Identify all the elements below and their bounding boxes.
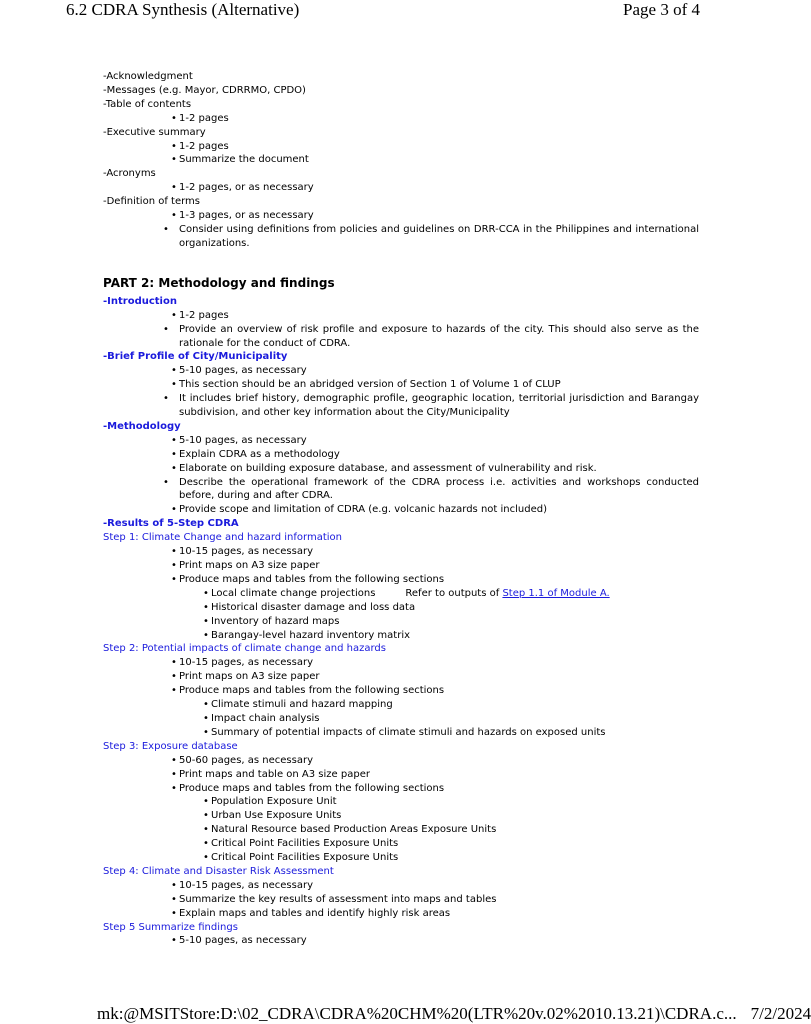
list-item: -Definition of terms bbox=[103, 196, 200, 208]
bullet-icon: • bbox=[171, 154, 177, 166]
bullet-icon: • bbox=[203, 587, 209, 599]
sub-bullet-item: • Inventory of hazard maps bbox=[203, 615, 340, 627]
bullet-icon: • bbox=[203, 615, 209, 627]
list-item: -Acknowledgment bbox=[103, 71, 193, 82]
bullet-item: • 1-2 pages bbox=[171, 112, 229, 124]
step-5-section bbox=[103, 921, 703, 949]
bullet-icon: • bbox=[203, 726, 209, 738]
front-matter-section bbox=[103, 70, 703, 251]
bullet-icon: • bbox=[203, 629, 209, 641]
bullet-item: • Summarize the document bbox=[171, 154, 309, 166]
sub-bullet-item: • Summary of potential impacts of climate stimuli and hazards on exposed units bbox=[203, 726, 606, 738]
bullet-icon: • bbox=[163, 476, 169, 488]
bullet-item: • Produce maps and tables from the following sections bbox=[171, 573, 445, 585]
profile-section bbox=[103, 350, 703, 420]
sub-bullet-item: • Local climate change projections Refer to outputs of Step 1.1 of Module A. bbox=[203, 587, 610, 599]
step-2-section bbox=[103, 642, 703, 739]
bullet-icon: • bbox=[171, 907, 177, 919]
bullet-icon: • bbox=[171, 782, 177, 794]
bullet-icon: • bbox=[171, 210, 177, 222]
bullet-item: • Explain maps and tables and identify highly risk areas bbox=[171, 907, 451, 919]
document-body bbox=[103, 70, 703, 948]
section-heading: -Introduction bbox=[103, 295, 177, 307]
bullet-item: • 1-2 pages bbox=[171, 140, 229, 152]
bullet-icon: • bbox=[171, 379, 177, 391]
bullet-icon: • bbox=[203, 824, 209, 836]
bullet-icon: • bbox=[171, 657, 177, 669]
bullet-item: • Print maps and table on A3 size paper bbox=[171, 768, 370, 780]
bullet-icon: • bbox=[171, 504, 177, 516]
bullet-icon: • bbox=[163, 393, 169, 405]
bullet-item: • Consider using definitions from policies and guidelines on DRR-CCA in the Philippines and international organizations. bbox=[163, 223, 699, 249]
step-heading: Step 1: Climate Change and hazard information bbox=[103, 532, 342, 544]
sub-bullet-item: • Population Exposure Unit bbox=[203, 796, 337, 808]
bullet-icon: • bbox=[171, 112, 177, 124]
step-1-1-module-a-link[interactable]: Step 1.1 of Module A. bbox=[502, 587, 610, 599]
bullet-icon: • bbox=[171, 309, 177, 321]
sub-bullet-item: • Barangay-level hazard inventory matrix bbox=[203, 629, 411, 641]
bullet-item: • 1-2 pages, or as necessary bbox=[171, 182, 314, 194]
step-3-section bbox=[103, 740, 703, 865]
bullet-icon: • bbox=[203, 852, 209, 864]
bullet-item: • It includes brief history, demographic profile, geographic location, territorial jurisdiction and Barangay subdivision, and other key information about the City/Municipality bbox=[163, 393, 699, 419]
bullet-item: • Explain CDRA as a methodology bbox=[171, 448, 340, 460]
bullet-item: • 10-15 pages, as necessary bbox=[171, 879, 314, 891]
bullet-icon: • bbox=[171, 935, 177, 947]
bullet-item: • 1-2 pages bbox=[171, 309, 229, 321]
bullet-icon: • bbox=[171, 182, 177, 194]
bullet-icon: • bbox=[171, 462, 177, 474]
bullet-icon: • bbox=[171, 685, 177, 697]
page-number: Page 3 of 4 bbox=[623, 0, 700, 19]
sub-bullet-item: • Historical disaster damage and loss data bbox=[203, 601, 416, 613]
page-header bbox=[0, 0, 768, 24]
sub-bullet-item: • Critical Point Facilities Exposure Units bbox=[203, 852, 399, 864]
bullet-item: • Elaborate on building exposure database, and assessment of vulnerability and risk. bbox=[171, 462, 597, 474]
bullet-item: • Provide an overview of risk profile and exposure to hazards of the city. This should also serve as the rationale for the conduct of CDRA. bbox=[163, 323, 699, 349]
bullet-item: • 5-10 pages, as necessary bbox=[171, 434, 307, 446]
refer-text: Refer to outputs of bbox=[405, 587, 500, 599]
bullet-icon: • bbox=[203, 810, 209, 822]
sub-bullet-item: • Climate stimuli and hazard mapping bbox=[203, 699, 393, 711]
bullet-icon: • bbox=[171, 365, 177, 377]
bullet-icon: • bbox=[163, 323, 169, 335]
section-heading: -Brief Profile of City/Municipality bbox=[103, 351, 288, 363]
bullet-item: • 1-3 pages, or as necessary bbox=[171, 210, 314, 222]
bullet-item: • 50-60 pages, as necessary bbox=[171, 754, 314, 766]
bullet-icon: • bbox=[171, 140, 177, 152]
bullet-icon: • bbox=[171, 434, 177, 446]
bullet-icon: • bbox=[171, 448, 177, 460]
bullet-item: • Provide scope and limitation of CDRA (e.g. volcanic hazards not included) bbox=[171, 504, 547, 516]
list-item: -Messages (e.g. Mayor, CDRRMO, CPDO) bbox=[103, 84, 306, 96]
methodology-section bbox=[103, 420, 703, 517]
bullet-icon: • bbox=[171, 893, 177, 905]
step-heading: Step 4: Climate and Disaster Risk Assessment bbox=[103, 865, 334, 877]
part-2-heading: PART 2: Methodology and findings bbox=[103, 275, 335, 290]
bullet-item: • Print maps on A3 size paper bbox=[171, 560, 320, 571]
bullet-icon: • bbox=[171, 573, 177, 585]
list-item: -Table of contents bbox=[103, 98, 192, 110]
bullet-icon: • bbox=[203, 712, 209, 724]
bullet-icon: • bbox=[171, 879, 177, 891]
source-path: mk:@MSITStore:D:\02_CDRA\CDRA%20CHM%20(LTR%20v.02%2010.13.21)\CDRA.c... bbox=[97, 1004, 737, 1023]
bullet-icon: • bbox=[203, 796, 209, 808]
bullet-item: • Produce maps and tables from the following sections bbox=[171, 685, 445, 697]
bullet-item: • 10-15 pages, as necessary bbox=[171, 546, 314, 558]
bullet-item: • 5-10 pages, as necessary bbox=[171, 935, 307, 947]
step-1-section bbox=[103, 531, 703, 642]
bullet-icon: • bbox=[171, 754, 177, 766]
bullet-item: • Produce maps and tables from the following sections bbox=[171, 782, 445, 794]
page-footer bbox=[97, 1004, 811, 1024]
bullet-item: • Describe the operational framework of the CDRA process i.e. activities and workshops conducted before, during and after CDRA. bbox=[163, 476, 699, 502]
step-heading: Step 2: Potential impacts of climate change and hazards bbox=[103, 643, 386, 655]
bullet-item: • 5-10 pages, as necessary bbox=[171, 365, 307, 377]
bullet-icon: • bbox=[163, 223, 169, 235]
bullet-icon: • bbox=[171, 546, 177, 558]
step-heading: Step 3: Exposure database bbox=[103, 740, 238, 752]
sub-bullet-item: • Critical Point Facilities Exposure Units bbox=[203, 838, 399, 850]
results-heading: -Results of 5-Step CDRA bbox=[103, 518, 239, 530]
bullet-icon: • bbox=[171, 560, 177, 571]
bullet-icon: • bbox=[203, 699, 209, 711]
list-item: -Executive summary bbox=[103, 126, 206, 138]
section-heading: -Methodology bbox=[103, 420, 181, 432]
sub-bullet-item: • Impact chain analysis bbox=[203, 712, 320, 724]
sub-bullet-item: • Natural Resource based Production Areas Exposure Units bbox=[203, 824, 497, 836]
bullet-icon: • bbox=[171, 671, 177, 683]
print-date: 7/2/2024 bbox=[750, 1004, 811, 1023]
bullet-item: • Print maps on A3 size paper bbox=[171, 671, 320, 683]
bullet-item: • This section should be an abridged version of Section 1 of Volume 1 of CLUP bbox=[171, 379, 561, 391]
document-title: 6.2 CDRA Synthesis (Alternative) bbox=[66, 0, 300, 19]
bullet-icon: • bbox=[203, 601, 209, 613]
bullet-item: • 10-15 pages, as necessary bbox=[171, 657, 314, 669]
bullet-icon: • bbox=[203, 838, 209, 850]
sub-bullet-item: • Urban Use Exposure Units bbox=[203, 810, 342, 822]
list-item: -Acronyms bbox=[103, 168, 156, 180]
step-heading: Step 5 Summarize findings bbox=[103, 921, 238, 933]
step-4-section bbox=[103, 865, 703, 921]
introduction-section bbox=[103, 295, 703, 351]
bullet-icon: • bbox=[171, 768, 177, 780]
bullet-item: • Summarize the key results of assessment into maps and tables bbox=[171, 893, 497, 905]
